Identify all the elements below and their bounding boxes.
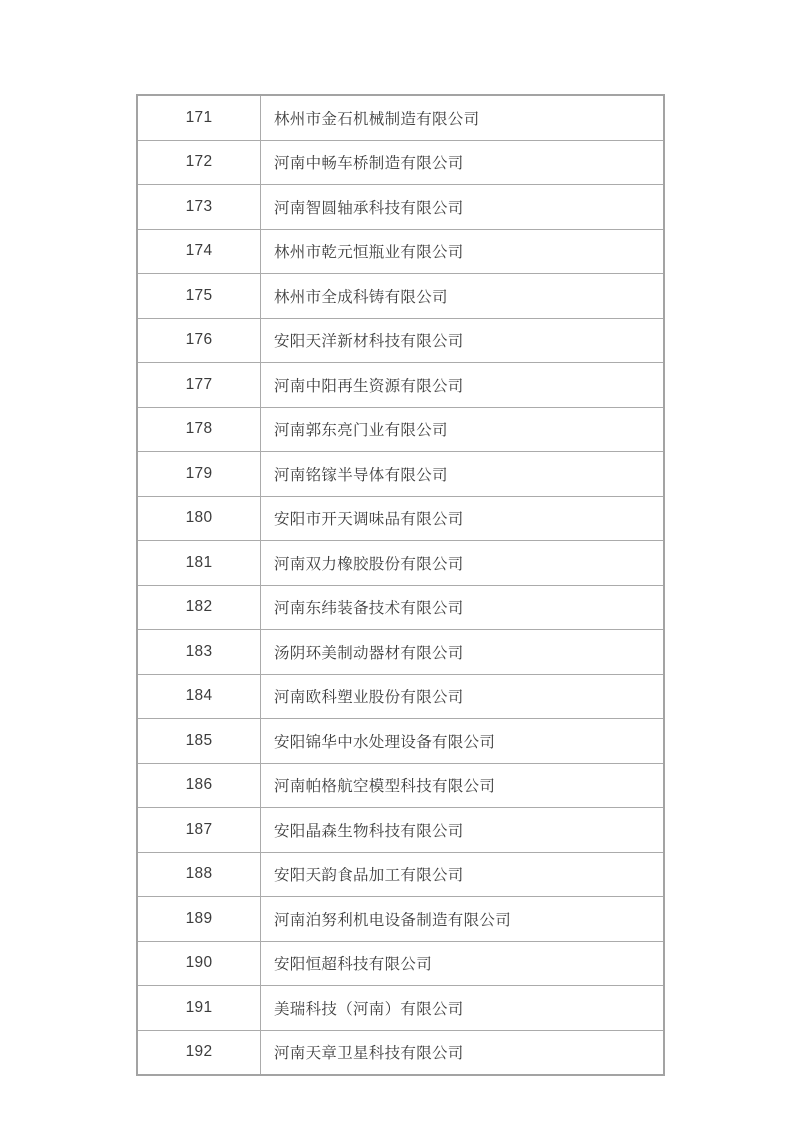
- table-row: [137, 1030, 664, 1075]
- company-name-cell: 安阳恒超科技有限公司: [261, 941, 665, 986]
- table-row: [137, 407, 664, 452]
- row-number-cell: 173: [137, 185, 261, 230]
- table-row: [137, 229, 664, 274]
- row-number-cell: 182: [137, 585, 261, 630]
- row-number-cell: 187: [137, 808, 261, 853]
- company-name-cell: 河南中畅车桥制造有限公司: [261, 140, 665, 185]
- row-number-cell: 191: [137, 986, 261, 1031]
- table-row: [137, 941, 664, 986]
- row-number-cell: 183: [137, 630, 261, 675]
- company-name-cell: 汤阴环美制动器材有限公司: [261, 630, 665, 675]
- table-row: [137, 897, 664, 942]
- row-number-cell: 176: [137, 318, 261, 363]
- company-table-body: [137, 95, 664, 1075]
- company-name-cell: 河南天章卫星科技有限公司: [261, 1030, 665, 1075]
- row-number-cell: 179: [137, 452, 261, 497]
- table-row: [137, 318, 664, 363]
- company-table: [136, 94, 665, 1076]
- row-number-cell: 190: [137, 941, 261, 986]
- company-name-cell: 河南东纬装备技术有限公司: [261, 585, 665, 630]
- company-name-cell: 林州市全成科铸有限公司: [261, 274, 665, 319]
- table-row: [137, 852, 664, 897]
- row-number-cell: 180: [137, 496, 261, 541]
- company-name-cell: 河南双力橡胶股份有限公司: [261, 541, 665, 586]
- row-number-cell: 175: [137, 274, 261, 319]
- table-row: [137, 496, 664, 541]
- company-name-cell: 安阳天洋新材科技有限公司: [261, 318, 665, 363]
- table-row: [137, 185, 664, 230]
- company-name-cell: 林州市金石机械制造有限公司: [261, 95, 665, 140]
- table-row: [137, 585, 664, 630]
- row-number-cell: 181: [137, 541, 261, 586]
- row-number-cell: 185: [137, 719, 261, 764]
- row-number-cell: 184: [137, 674, 261, 719]
- table-row: [137, 363, 664, 408]
- company-name-cell: 美瑞科技（河南）有限公司: [261, 986, 665, 1031]
- company-name-cell: 河南欧科塑业股份有限公司: [261, 674, 665, 719]
- table-row: [137, 274, 664, 319]
- table-row: [137, 140, 664, 185]
- table-row: [137, 986, 664, 1031]
- company-name-cell: 河南泊努利机电设备制造有限公司: [261, 897, 665, 942]
- row-number-cell: 189: [137, 897, 261, 942]
- company-name-cell: 林州市乾元恒瓶业有限公司: [261, 229, 665, 274]
- table-row: [137, 452, 664, 497]
- company-name-cell: 河南智圆轴承科技有限公司: [261, 185, 665, 230]
- table-row: [137, 763, 664, 808]
- row-number-cell: 192: [137, 1030, 261, 1075]
- company-name-cell: 河南铭镓半导体有限公司: [261, 452, 665, 497]
- table-row: [137, 674, 664, 719]
- table-row: [137, 630, 664, 675]
- row-number-cell: 177: [137, 363, 261, 408]
- row-number-cell: 188: [137, 852, 261, 897]
- row-number-cell: 186: [137, 763, 261, 808]
- row-number-cell: 172: [137, 140, 261, 185]
- company-name-cell: 河南帕格航空模型科技有限公司: [261, 763, 665, 808]
- table-row: [137, 808, 664, 853]
- table-row: [137, 95, 664, 140]
- table-row: [137, 719, 664, 764]
- company-name-cell: 安阳天韵食品加工有限公司: [261, 852, 665, 897]
- company-name-cell: 河南郭东亮门业有限公司: [261, 407, 665, 452]
- company-name-cell: 安阳市开天调味品有限公司: [261, 496, 665, 541]
- company-name-cell: 河南中阳再生资源有限公司: [261, 363, 665, 408]
- table-row: [137, 541, 664, 586]
- row-number-cell: 178: [137, 407, 261, 452]
- company-name-cell: 安阳晶森生物科技有限公司: [261, 808, 665, 853]
- company-name-cell: 安阳锦华中水处理设备有限公司: [261, 719, 665, 764]
- row-number-cell: 174: [137, 229, 261, 274]
- company-table-container: [136, 94, 665, 1076]
- row-number-cell: 171: [137, 95, 261, 140]
